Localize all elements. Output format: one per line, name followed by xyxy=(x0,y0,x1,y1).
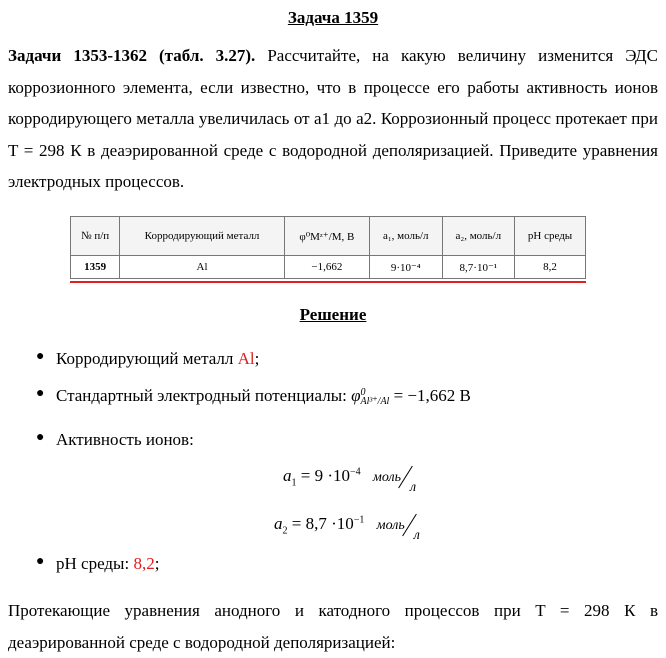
table-header-cell: a₂, моль/л xyxy=(442,217,515,256)
table-header-cell: pH среды xyxy=(515,217,586,256)
a1-index: 1 xyxy=(291,477,297,489)
table-cell: 8,7·10⁻¹ xyxy=(442,256,515,279)
a2-symbol: a xyxy=(274,513,283,533)
table-header-cell: Корродирующий металл xyxy=(120,217,285,256)
unit-numerator: моль xyxy=(376,517,405,533)
unit-numerator: моль xyxy=(372,469,401,485)
potential-formula xyxy=(351,386,390,408)
table-cell: −1,662 xyxy=(284,256,369,279)
bullet-label: Активность ионов: xyxy=(56,430,194,449)
processes-intro: Протекающие уравнения анодного и катодного процессов при T = 298 К в деаэрированной среде с водородной деполяризацией: xyxy=(8,601,658,652)
table-header-row xyxy=(71,217,586,256)
potential-value: = −1,662 В xyxy=(389,386,471,405)
highlight-underline xyxy=(70,281,586,283)
a2-value: = 8,7 ·10 xyxy=(287,513,354,533)
table-row xyxy=(71,256,586,279)
unit-denominator: л xyxy=(409,479,417,495)
table-cell: 9·10⁻⁴ xyxy=(369,256,442,279)
solution-title: Решение xyxy=(299,305,367,324)
page-title: Задача 1359 xyxy=(287,8,379,27)
activity-a2-formula xyxy=(274,512,420,543)
bullet-dot-icon: ● xyxy=(36,554,45,569)
task-text: Рассчитайте, на какую величину изменится ЭДС коррозионного элемента, если известно, что в процессе его работы активность ионов корродирующего металла увеличилась от a1 до a2. Коррозионный процесс протекает при T = 298 К в деаэрированной среде с водородной деполяризацией. Приведите уравнения электродных процессов. xyxy=(8,46,658,191)
bullet-label: Корродирующий металл xyxy=(56,349,238,368)
bullet-end: ; xyxy=(254,349,260,368)
unit-denominator: л xyxy=(413,527,420,543)
parameters-table xyxy=(70,216,586,279)
a1-symbol: a xyxy=(283,465,292,485)
activity-a1-formula xyxy=(283,464,417,495)
bullet-dot-icon: ● xyxy=(36,386,45,401)
bullet-dot-icon: ● xyxy=(36,430,45,445)
bullet-label: Стандартный электродный потенциалы: xyxy=(56,386,352,405)
a1-value: = 9 ·10 xyxy=(296,465,350,485)
phi-symbol: φ xyxy=(351,386,361,405)
table-cell: Al xyxy=(120,256,285,279)
table-header-cell: № п/п xyxy=(71,217,120,256)
metal-value: Al xyxy=(237,349,255,368)
table-header-cell: φ⁰Mᶻ⁺/M, В xyxy=(284,217,369,256)
table-cell: 8,2 xyxy=(515,256,586,279)
table-cell: 1359 xyxy=(71,256,120,279)
phi-superscript: 0 xyxy=(360,387,366,399)
ph-value: 8,2 xyxy=(133,554,155,573)
table-header-cell: a₁, моль/л xyxy=(369,217,442,256)
task-reference: Задачи 1353-1362 (табл. 3.27). xyxy=(8,46,256,65)
a2-index: 2 xyxy=(282,525,288,537)
bullet-end: ; xyxy=(154,554,160,573)
task-statement xyxy=(8,40,658,198)
phi-subscript: Al³⁺/Al xyxy=(360,396,390,408)
a1-exponent: −4 xyxy=(350,466,361,478)
bullet-dot-icon: ● xyxy=(36,349,45,364)
a2-exponent: −1 xyxy=(353,514,365,526)
bullet-label: pH среды: xyxy=(56,554,134,573)
